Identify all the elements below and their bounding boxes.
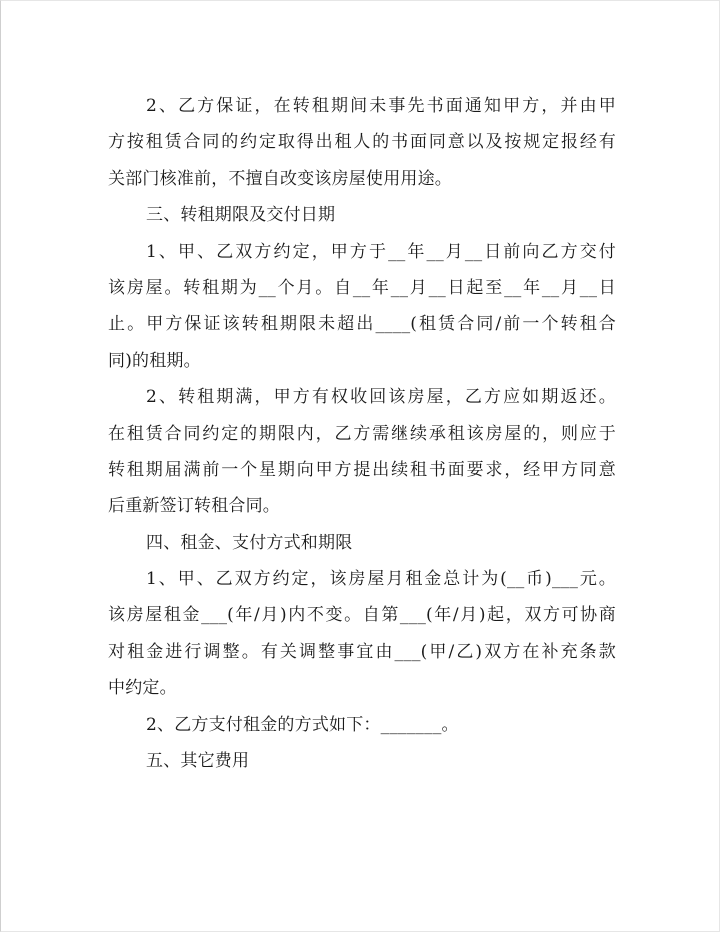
section-3-clause-2-line-1: 2、转租期满，甲方有权收回该房屋，乙方应如期返还。 bbox=[146, 387, 616, 408]
section-3-clause-2-line-3: 转租期届满前一个星期向甲方提出续租书面要求，经甲方同意 bbox=[108, 459, 616, 480]
section-4-heading: 四、租金、支付方式和期限 bbox=[146, 532, 353, 553]
section-3-clause-2-line-4: 后重新签订转租合同。 bbox=[108, 496, 280, 517]
section-3-clause-1-line-3: 止。甲方保证该转租期限未超出____(租赁合同/前一个转租合 bbox=[108, 314, 616, 335]
section-4-clause-1-line-4: 中约定。 bbox=[108, 678, 177, 699]
clause-2-line-1: 2、乙方保证，在转租期间未事先书面通知甲方，并由甲 bbox=[146, 96, 616, 116]
section-4-clause-1-line-3: 对租金进行调整。有关调整事宜由___(甲/乙)双方在补充条款 bbox=[108, 641, 616, 662]
document-body bbox=[108, 88, 616, 779]
section-4-clause-2: 2、乙方支付租金的方式如下：_______。 bbox=[146, 714, 459, 735]
section-3-clause-1-line-4: 同)的租期。 bbox=[108, 350, 201, 371]
section-3-heading: 三、转租期限及交付日期 bbox=[146, 205, 336, 226]
section-4-clause-1-line-1: 1、甲、乙双方约定，该房屋月租金总计为(__币)___元。 bbox=[146, 569, 616, 590]
clause-2-line-3: 关部门核准前，不擅自改变该房屋使用用途。 bbox=[108, 168, 452, 189]
section-3-clause-2-line-2: 在租赁合同约定的期限内，乙方需继续承租该房屋的，则应于 bbox=[108, 423, 616, 444]
section-3-clause-1-line-1: 1、甲、乙双方约定，甲方于__年__月__日前向乙方交付 bbox=[146, 241, 616, 262]
section-5-heading: 五、其它费用 bbox=[146, 751, 250, 772]
section-4-clause-1-line-2: 该房屋租金___(年/月)内不变。自第___(年/月)起，双方可协商 bbox=[108, 605, 616, 626]
section-3-clause-1-line-2: 该房屋。转租期为__个月。自__年__月__日起至__年__月__日 bbox=[108, 277, 616, 298]
clause-2-line-2: 方按租赁合同的约定取得出租人的书面同意以及按规定报经有 bbox=[108, 132, 616, 153]
